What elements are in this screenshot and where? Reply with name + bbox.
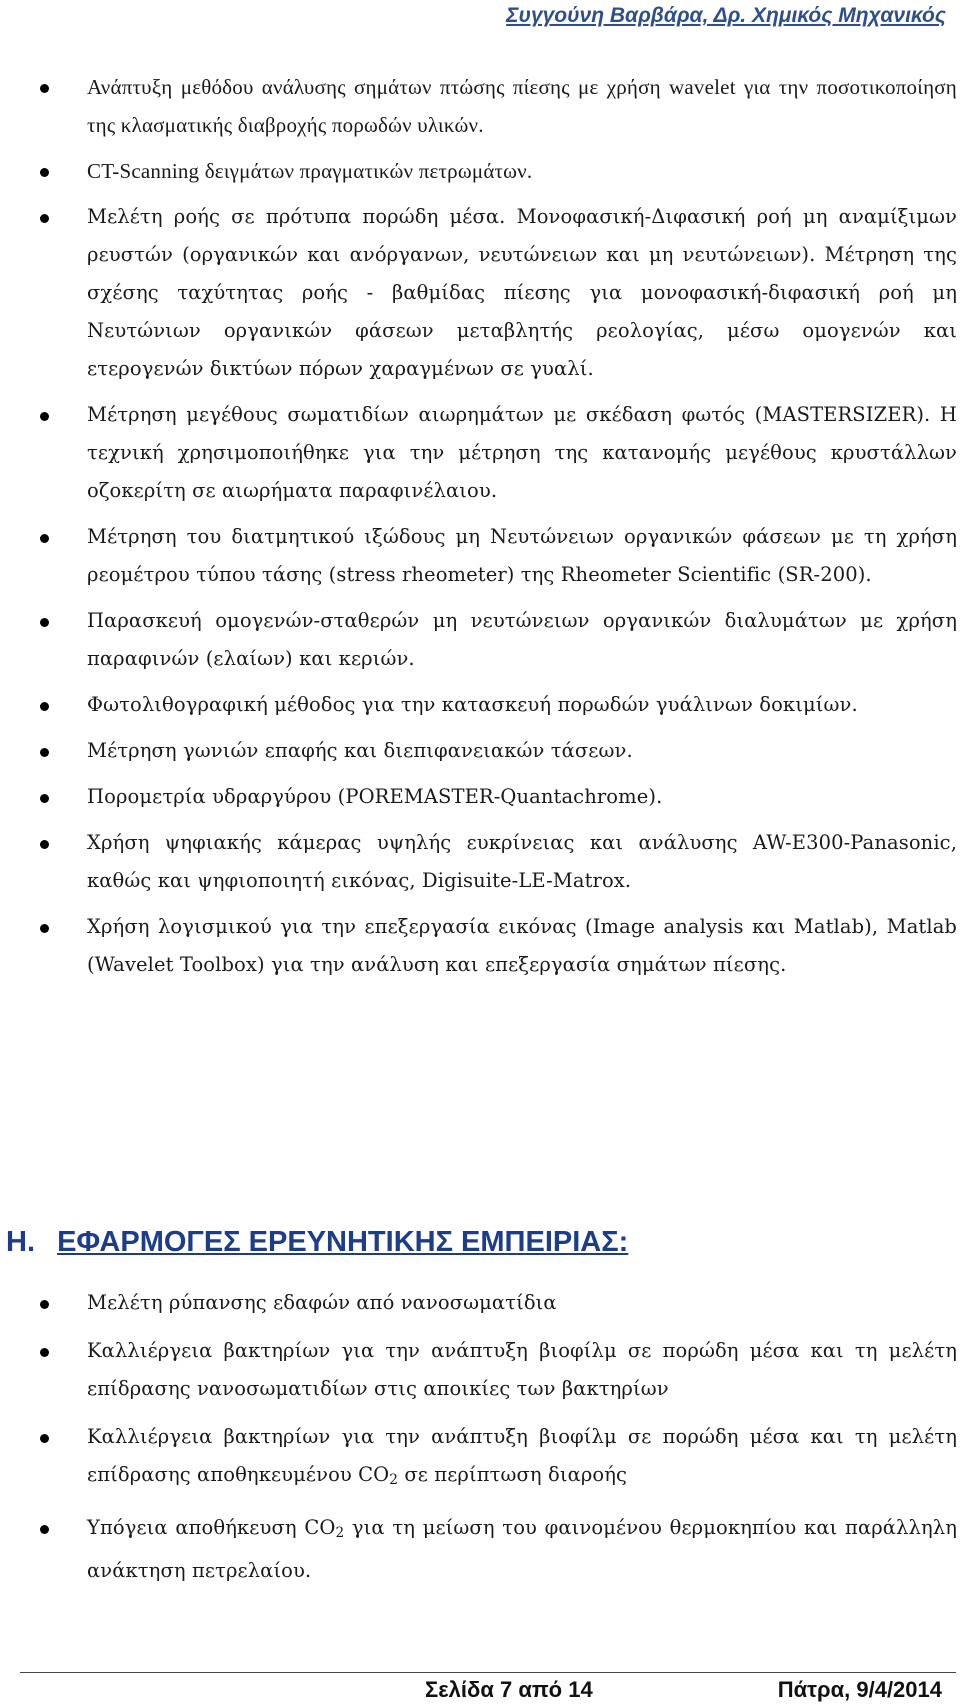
footer-date: Πάτρα, 9/4/2014 — [777, 1677, 942, 1702]
bullet-icon — [40, 412, 49, 421]
footer-page-number: Σελίδα 7 από 14 — [425, 1677, 593, 1702]
skills-list — [40, 68, 957, 984]
section-heading — [6, 1226, 628, 1259]
list-item-text: Μέτρηση μεγέθους σωματιδίων αιωρημάτων με σκέδαση φωτός (MASTERSIZER). Η τεχνική χρησιμοποιήθηκε για την μέτρηση της κατανομής μεγέθους κρυστάλλων οζοκερίτη σε αιωρήματα παραφινέλαιου. — [87, 403, 957, 502]
bullet-icon — [40, 618, 49, 627]
bullet-icon — [40, 1348, 49, 1357]
list-item-text — [87, 1418, 957, 1499]
list-item-text: Χρήση λογισμικού για την επεξεργασία εικόνας (Image analysis και Matlab), Matlab (Wavelet Toolbox) για την ανάλυση και επεξεργασία σημάτων πίεσης. — [87, 915, 957, 976]
bullet-icon — [40, 534, 49, 543]
list-item-text: Χρήση ψηφιακής κάμερας υψηλής ευκρίνειας και ανάλυσης AW-E300-Panasonic, καθώς και ψηφιοποιητή εικόνας, Digisuite-LE-Matrox. — [87, 831, 957, 892]
list-item-text: Καλλιέργεια βακτηρίων για την ανάπτυξη βιοφίλμ σε πορώδη μέσα και τη μελέτη επίδρασης νανοσωματιδίων στις αποικίες των βακτηρίων — [87, 1339, 957, 1400]
bullet-icon — [40, 1434, 49, 1443]
list-item — [40, 198, 957, 388]
bullet-icon — [40, 214, 49, 223]
footer-divider — [20, 1672, 956, 1673]
research-applications-list — [40, 1284, 957, 1590]
list-item-text-tail: σε περίπτωση διαροής — [398, 1463, 628, 1486]
list-item-text: Μελέτη ρύπανσης εδαφών από νανοσωματίδια — [87, 1291, 557, 1314]
list-item — [40, 68, 957, 144]
bullet-icon — [40, 84, 49, 93]
bullet-icon — [40, 840, 49, 849]
section-letter: H. — [6, 1226, 35, 1258]
list-item — [40, 396, 957, 510]
list-item-text — [87, 1509, 957, 1590]
list-item — [40, 602, 957, 678]
list-item-text-main: Υπόγεια αποθήκευση CO — [87, 1516, 336, 1539]
list-item-text: Μέτρηση του διατμητικού ιξώδους μη Νευτώνειων οργανικών φάσεων με τη χρήση ρεομέτρου τύπου τάσης (stress rheometer) της Rheometer Scientific (SR-200). — [87, 525, 957, 586]
bullet-icon — [40, 748, 49, 757]
list-item-text-tail: για τη μείωση του φαινομένου θερμοκηπίου και παράλληλη ανάκτηση πετρελαίου. — [87, 1516, 957, 1582]
list-item-text: Ανάπτυξη μεθόδου ανάλυσης σημάτων πτώσης πίεσης με χρήση wavelet για την ποσοτικοποίηση της κλασματικής διαβροχής πορωδών υλικών. — [87, 75, 957, 137]
bullet-icon — [40, 1300, 49, 1309]
list-item-text: Φωτολιθογραφική μέθοδος για την κατασκευή πορωδών γυάλινων δοκιμίων. — [87, 693, 858, 716]
list-item-text: Μελέτη ροής σε πρότυπα πορώδη μέσα. Μονοφασική-Διφασική ροή μη αναμίξιμων ρευστών (οργανικών και ανόργανων, νευτώνειων και μη νευτώνειων). Μέτρηση της σχέσης ταχύτητας ροής - βαθμίδας πίεσης για μονοφασική-διφασική ροή μη Νευτώνιων οργανικών φάσεων μεταβλητής ρεολογίας, μέσω ομογενών και ετερογενών δικτύων πόρων χαραγμένων σε γυαλί. — [87, 205, 957, 380]
list-item — [40, 908, 957, 984]
list-item-text-main: Καλλιέργεια βακτηρίων για την ανάπτυξη βιοφίλμ σε πορώδη μέσα και τη μελέτη επίδρασης αποθηκευμένου CO — [87, 1425, 957, 1486]
section-title: ΕΦΑΡΜΟΓΕΣ ΕΡΕΥΝΗΤΙΚΗΣ ΕΜΠΕΙΡΙΑΣ: — [57, 1226, 629, 1258]
subscript-2: 2 — [389, 1472, 399, 1488]
bullet-icon — [40, 924, 49, 933]
subscript-2: 2 — [335, 1525, 345, 1541]
list-item — [40, 1284, 957, 1322]
list-item — [40, 518, 957, 594]
bullet-icon — [40, 1525, 49, 1534]
bullet-icon — [40, 702, 49, 711]
list-item-text: Πορομετρία υδραργύρου (POREMASTER-Quantachrome). — [87, 785, 663, 808]
list-item — [40, 152, 957, 190]
bullet-icon — [40, 794, 49, 803]
list-item — [40, 1509, 957, 1590]
page-header-author: Συγγούνη Βαρβάρα, Δρ. Χημικός Μηχανικός — [506, 4, 946, 27]
bullet-icon — [40, 168, 49, 177]
list-item — [40, 824, 957, 900]
list-item-text: CT-Scanning δειγμάτων πραγματικών πετρωμάτων. — [87, 159, 533, 183]
list-item — [40, 1332, 957, 1408]
list-item-text: Μέτρηση γωνιών επαφής και διεπιφανειακών τάσεων. — [87, 739, 633, 762]
list-item — [40, 1418, 957, 1499]
list-item — [40, 686, 957, 724]
list-item — [40, 732, 957, 770]
list-item — [40, 778, 957, 816]
list-item-text: Παρασκευή ομογενών-σταθερών μη νευτώνειων οργανικών διαλυμάτων με χρήση παραφινών (ελαίων) και κεριών. — [87, 609, 957, 670]
